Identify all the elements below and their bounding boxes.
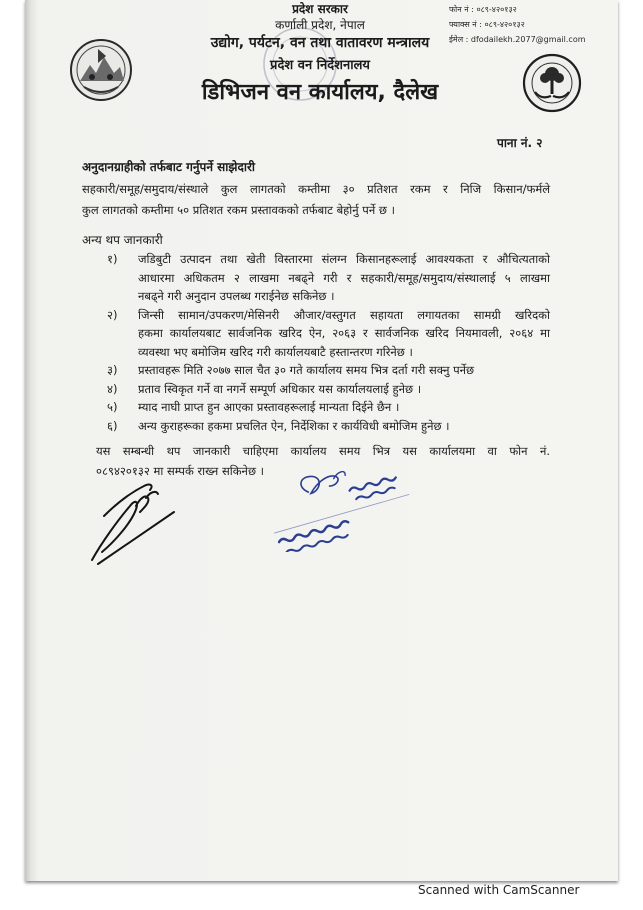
list-item: [107, 250, 550, 306]
list-item-text: [138, 361, 550, 380]
page-number: पाना नं. २: [497, 136, 543, 150]
fax-number: फ्याक्स नं : ०८९-४२०१३२: [449, 20, 525, 29]
list-item-line: आधारमा अधिकतम २ लाखमा नबढ्ने गरी र सहकारी/समूह/समुदाय/संस्थालाई ५ लाखमा: [138, 270, 550, 285]
list-item-line: प्रताव स्विकृत गर्ने वा नगर्ने सम्पूर्ण अधिकार यस कार्यालयलाई हुनेछ ।: [138, 381, 422, 396]
list-item-line: प्रस्तावहरू मिति २०७७ साल चैत ३० गते कार्यालय समय भित्र दर्ता गरी सक्नु पर्नेछ: [138, 363, 475, 377]
ministry-line: उद्योग, पर्यटन, वन तथा वातावरण मन्त्रालय: [210, 35, 430, 51]
nepal-emblem-icon: [68, 37, 134, 103]
list-item-text: [138, 306, 550, 362]
list-item-number: २): [107, 307, 118, 322]
phone-number: फोन नं : ०८९-४२०१३२: [449, 5, 517, 14]
forest-office-emblem-icon: [521, 52, 583, 114]
list-item: [107, 306, 550, 362]
office-stamp: [262, 464, 418, 552]
list-item-text: [138, 417, 550, 436]
cost-sharing-heading: अनुदानग्राहीको तर्फबाट गर्नुपर्ने साझेदारी: [82, 160, 255, 174]
additional-info-heading: अन्य थप जानकारी: [82, 233, 163, 247]
paragraph-line: यस सम्बन्धी थप जानकारी चाहिएमा कार्यालय समय भित्र यस कार्यालयमा वा फोन नं.: [96, 444, 550, 458]
list-item-text: [138, 380, 550, 399]
list-item-number: १): [107, 252, 118, 266]
government-line: प्रदेश सरकार: [292, 2, 348, 16]
list-item-line: जिन्सी सामान/उपकरण/मेसिनरी औजार/वस्तुगत सहायता लगायतका सामग्री खरिदको: [138, 307, 550, 322]
list-item: [107, 380, 550, 399]
additional-info-list: [107, 250, 550, 435]
list-item-line: अन्य कुराहरूका हकमा प्रचलित ऐन, निर्देशिका र कार्यविधी बमोजिम हुनेछ ।: [138, 418, 450, 433]
list-item-line: नबढ्ने गरी अनुदान उपलब्ध गराईनेछ सकिनेछ ।: [138, 289, 335, 303]
letterhead: [160, 0, 480, 110]
office-title: डिभिजन वन कार्यालय, दैलेख: [201, 80, 439, 105]
list-item-number: ६): [107, 418, 118, 433]
paragraph-line: कुल लागतको कम्तीमा ५० प्रतिशत रकम प्रस्तावकको तर्फबाट बेहोर्नु पर्ने छ ।: [82, 203, 395, 217]
email-address: ईमेल : dfodailekh.2077@gmail.com: [449, 35, 586, 44]
paragraph-line: ०८९४२०१३२ मा सम्पर्क राख्न सकिनेछ ।: [96, 464, 265, 478]
paragraph-line: सहकारी/समूह/समुदाय/संस्थाले कुल लागतको कम्तीमा ३० प्रतिशत रकम र निजि किसान/फर्मले: [82, 182, 550, 196]
list-item-number: ५): [107, 400, 118, 414]
list-item-text: [138, 398, 550, 417]
contact-block: [449, 2, 586, 47]
list-item: [107, 398, 550, 417]
directorate-line: प्रदेश वन निर्देशनालय: [270, 58, 370, 73]
list-item-line: हकमा कार्यालयबाट सार्वजनिक खरिद ऐन, २०६३ र सार्वजनिक खरिद नियमावली, २०६४ मा: [138, 326, 550, 340]
list-item-number: ३): [107, 363, 118, 377]
cost-sharing-paragraph: [82, 179, 550, 221]
list-item: [107, 417, 550, 436]
list-item-line: म्याद नाघी प्राप्त हुन आएका प्रस्तावहरूलाई मान्यता दिईने छैन ।: [138, 400, 400, 414]
handwritten-signature: [84, 476, 180, 568]
list-item-line: व्यवस्था भए बमोजिम खरिद गरी कार्यालयबाटै हस्तान्तरण गरिनेछ ।: [138, 344, 413, 359]
province-line: कर्णाली प्रदेश, नेपाल: [275, 18, 365, 32]
scanner-watermark: Scanned with CamScanner: [418, 883, 580, 897]
list-item-number: ४): [107, 381, 118, 396]
list-item: [107, 361, 550, 380]
list-item-line: जडिबुटी उत्पादन तथा खेती विस्तारमा संलग्न किसानहरूलाई आवश्यकता र औचित्यताको: [138, 252, 550, 266]
list-item-text: [138, 250, 550, 306]
